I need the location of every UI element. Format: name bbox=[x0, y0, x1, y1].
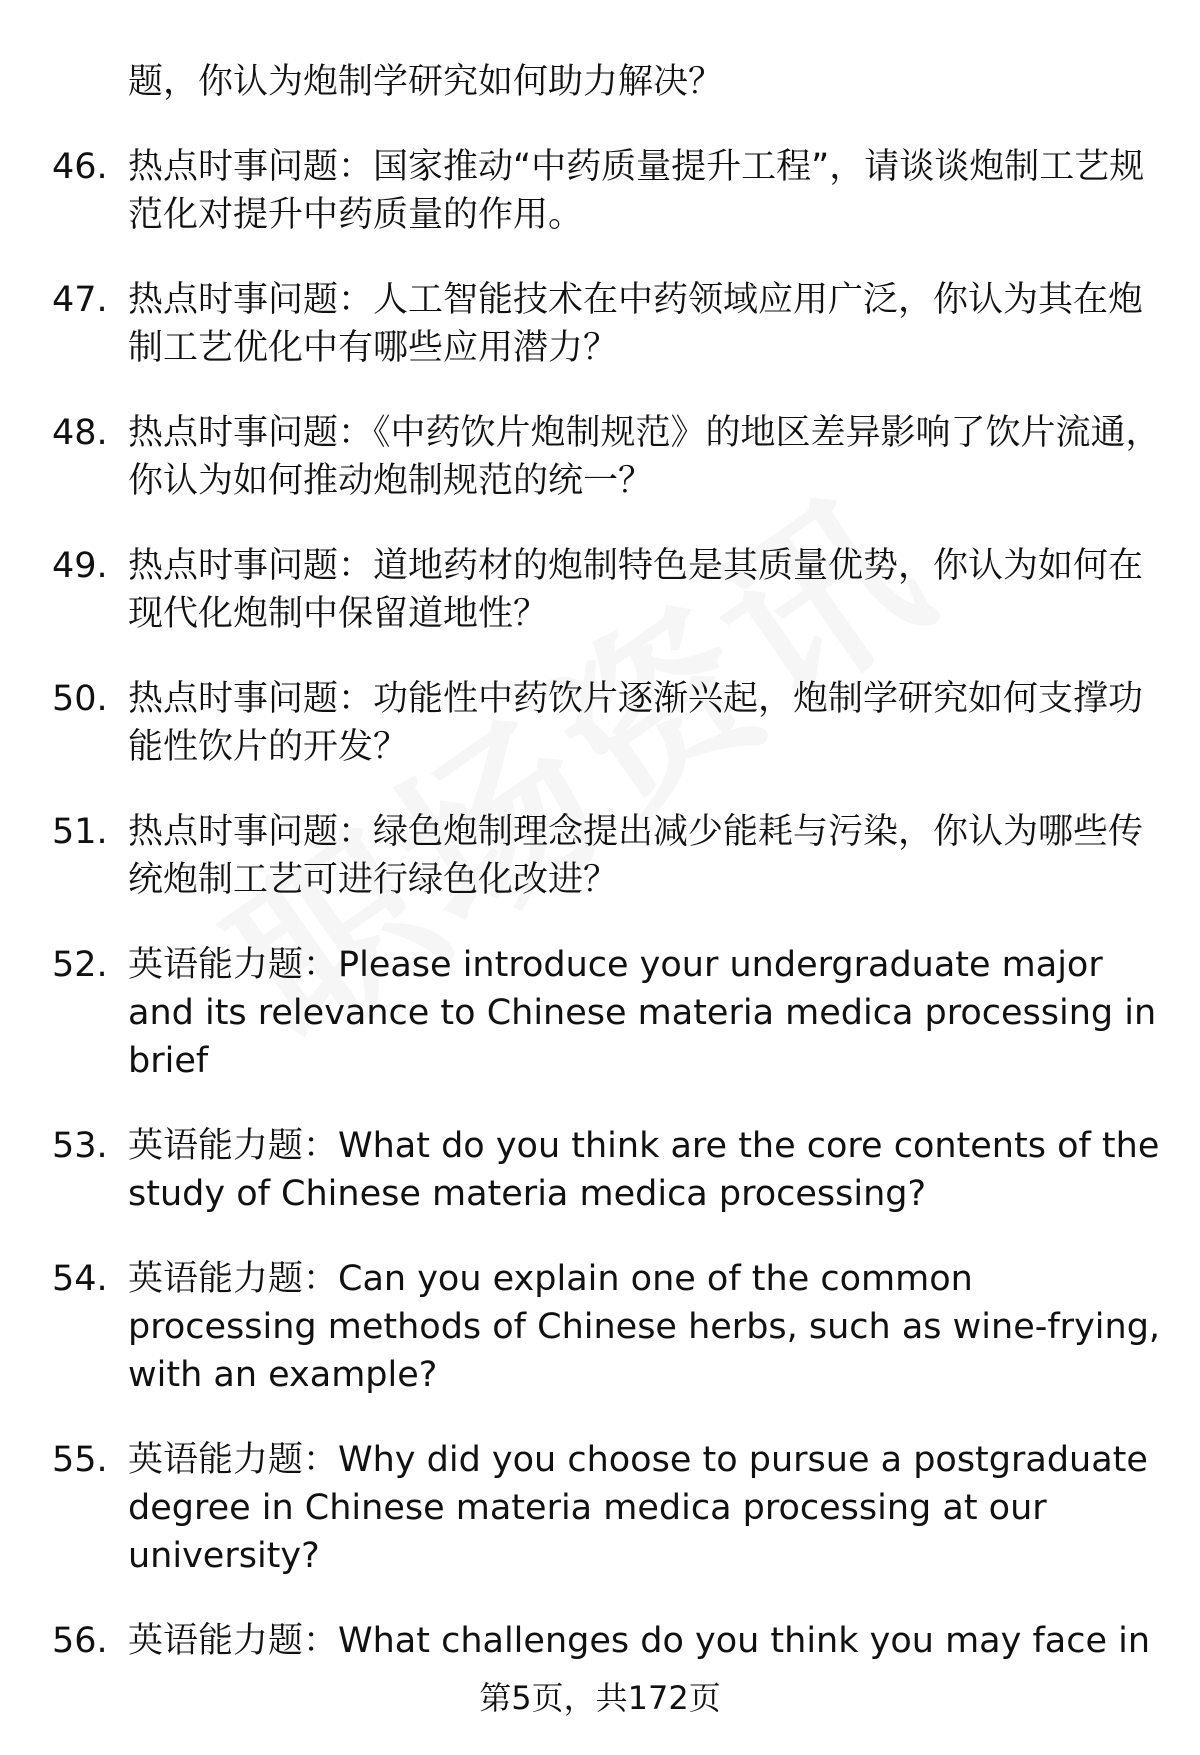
question-text: 英语能力题：Why did you choose to pursue a postgraduate degree in Chinese materia medica processing at our university? bbox=[128, 1440, 1148, 1576]
question-text: 热点时事问题：绿色炮制理念提出减少能耗与污染，你认为哪些传统炮制工艺可进行绿色化改进？ bbox=[128, 812, 1144, 900]
question-number: 50. bbox=[52, 679, 108, 719]
question-item bbox=[52, 542, 1162, 638]
question-number: 55. bbox=[52, 1440, 108, 1480]
question-item bbox=[52, 143, 1162, 239]
question-item bbox=[52, 1617, 1162, 1665]
question-item bbox=[52, 1122, 1162, 1218]
question-text: 英语能力题：What do you think are the core contents of the study of Chinese materia medica processing? bbox=[128, 1126, 1160, 1214]
question-item bbox=[52, 409, 1162, 505]
question-number: 53. bbox=[52, 1126, 108, 1166]
question-number: 46. bbox=[52, 147, 108, 187]
question-number: 51. bbox=[52, 812, 108, 852]
question-text: 热点时事问题：道地药材的炮制特色是其质量优势，你认为如何在现代化炮制中保留道地性？ bbox=[128, 546, 1144, 634]
question-item bbox=[52, 675, 1162, 771]
question-text: 热点时事问题：功能性中药饮片逐渐兴起，炮制学研究如何支撑功能性饮片的开发？ bbox=[128, 679, 1144, 767]
question-number: 49. bbox=[52, 546, 108, 586]
question-item bbox=[52, 1255, 1162, 1399]
question-number: 52. bbox=[52, 945, 108, 985]
question-number: 54. bbox=[52, 1259, 108, 1299]
question-number: 47. bbox=[52, 280, 108, 320]
page-footer: 第5页，共172页 bbox=[479, 1679, 721, 1717]
question-text: 热点时事问题：人工智能技术在中药领域应用广泛，你认为其在炮制工艺优化中有哪些应用潜力？ bbox=[128, 280, 1144, 368]
question-item bbox=[52, 808, 1162, 904]
continuation-text: 题，你认为炮制学研究如何助力解决？ bbox=[128, 62, 724, 102]
question-text: 热点时事问题：《中药饮片炮制规范》的地区差异影响了饮片流通，你认为如何推动炮制规范的统一？ bbox=[128, 413, 1161, 501]
question-text: 英语能力题：What challenges do you think you may face in bbox=[128, 1621, 1151, 1661]
question-text: 英语能力题：Can you explain one of the common processing methods of Chinese herbs, such as wine-frying, with an example? bbox=[128, 1259, 1161, 1395]
question-item bbox=[52, 1436, 1162, 1580]
question-list bbox=[52, 58, 1162, 1665]
question-item bbox=[52, 276, 1162, 372]
question-number: 56. bbox=[52, 1621, 108, 1661]
question-text: 英语能力题：Please introduce your undergraduate major and its relevance to Chinese materia medica processing in brief bbox=[128, 945, 1157, 1081]
question-text: 热点时事问题：国家推动“中药质量提升工程”，请谈谈炮制工艺规范化对提升中药质量的作用。 bbox=[128, 147, 1145, 235]
question-item bbox=[52, 941, 1162, 1085]
question-number: 48. bbox=[52, 413, 108, 453]
